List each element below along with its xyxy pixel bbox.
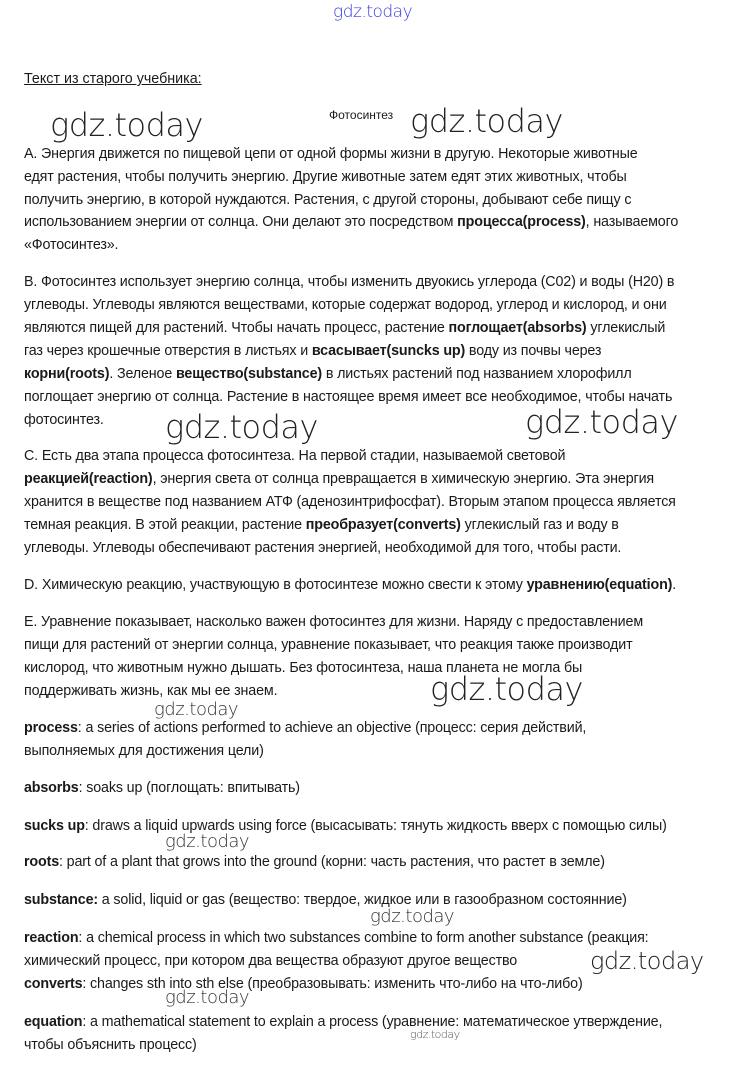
bold-term: equation — [24, 1014, 83, 1030]
bold-term: converts — [24, 976, 83, 992]
bold-term: reaction — [24, 930, 79, 946]
text-segment: чтобы объяснить процесс) — [24, 1037, 197, 1053]
text-segment: кислород, что животным нужно дышать. Без фотосинтеза, наша планета не могла бы — [24, 660, 583, 676]
text-line — [24, 719, 586, 737]
bold-term: процесса(process) — [457, 214, 586, 230]
text-line — [24, 576, 676, 594]
text-segment: B. Фотосинтез использует энергию солнца, чтобы изменить двуокись углерода (С02) и воды (Н20) в — [24, 274, 675, 290]
text-line — [24, 191, 631, 209]
text-line — [24, 682, 277, 700]
text-line — [24, 613, 643, 631]
bold-term: sucks up — [24, 818, 85, 834]
document-title: Текст из старого учебника: — [24, 71, 202, 87]
text-segment: выполняемых для достижения цели) — [24, 743, 264, 759]
watermark: gdz.today — [165, 408, 318, 446]
text-line — [24, 342, 601, 360]
section-heading: Фотосинтез — [329, 108, 394, 122]
text-segment: использованием энергии от солнца. Они делают это посредством — [24, 214, 458, 230]
bold-term: уравнению(equation) — [526, 577, 673, 593]
text-line — [24, 891, 627, 909]
bold-term: вещество(substance) — [175, 366, 323, 382]
text-line — [24, 952, 517, 970]
watermark: gdz.today — [410, 102, 563, 140]
text-segment: : changes sth into sth else (преобразовывать: изменить что-либо на что-либо) — [82, 976, 583, 992]
text-line — [24, 929, 648, 947]
text-segment: : a mathematical statement to explain a process (уравнение: математическое утверждение, — [82, 1014, 663, 1030]
text-line — [24, 236, 118, 254]
watermark: gdz.today — [165, 831, 250, 852]
text-segment: углеводы. Углеводы обеспечивают растения энергией, необходимой для того, чтобы расти. — [24, 540, 622, 556]
text-segment: D. Химическую реакцию, участвующую в фотосинтезе можно свести к этому — [24, 577, 527, 593]
bold-term: преобразует(converts) — [305, 517, 461, 533]
text-segment: , называемого — [585, 214, 679, 230]
text-line — [24, 516, 619, 534]
text-segment: в листьях растений под названием хлорофилл — [322, 366, 632, 382]
text-segment: углекислый — [586, 320, 666, 336]
text-segment: А. Энергия движется по пищевой цепи от одной формы жизни в другую. Некоторые животные — [24, 146, 638, 162]
text-line — [24, 213, 678, 231]
text-segment: пищи для растений от энергии солнца, уравнение показывает, что реакция также производит — [24, 637, 633, 653]
text-segment: являются пищей для растений. Чтобы начать процесс, растение — [24, 320, 449, 336]
text-segment: темная реакция. В этой реакции, растение — [24, 517, 306, 533]
text-segment: . — [672, 577, 677, 593]
text-segment: получить энергию, в которой нуждаются. Растения, с другой стороны, добывают себе пищу с — [24, 192, 632, 208]
text-segment: едят растения, чтобы получить энергию. Другие животные затем едят этих животных, чтобы — [24, 169, 627, 185]
text-line — [24, 493, 676, 511]
watermark: gdz.today — [590, 947, 704, 975]
watermark: gdz.today — [370, 906, 455, 927]
text-segment: E. Уравнение показывает, насколько важен фотосинтез для жизни. Наряду с предоставлением — [24, 614, 643, 630]
text-line — [24, 470, 654, 488]
text-segment: воду из почвы через — [465, 343, 602, 359]
text-segment: : a chemical process in which two substances combine to form another substance (реакция: — [78, 930, 649, 946]
text-line — [24, 1036, 197, 1054]
text-segment: , энергия света от солнца превращается в химическую энергию. Эта энергия — [152, 471, 655, 487]
text-line — [24, 853, 605, 871]
text-line — [24, 168, 627, 186]
bold-term: absorbs — [24, 780, 79, 796]
text-segment: углекислый газ и воду в — [460, 517, 619, 533]
text-segment: C. Есть два этапа процесса фотосинтеза. На первой стадии, называемой световой — [24, 448, 566, 464]
text-segment: : draws a liquid upwards using force (высасывать: тянуть жидкость вверх с помощью силы) — [84, 818, 667, 834]
text-line — [24, 365, 632, 383]
watermark: gdz.today — [525, 403, 678, 441]
text-segment: : a series of actions performed to achieve an objective (процесс: серия действий, — [77, 720, 587, 736]
watermark: gdz.today — [165, 987, 250, 1008]
text-segment: : part of a plant that grows into the ground (корни: часть растения, что растет в земле) — [59, 854, 605, 870]
bold-term: substance: — [24, 892, 98, 908]
bold-term: реакцией(reaction) — [24, 471, 153, 487]
bold-term: поглощает(absorbs) — [448, 320, 587, 336]
text-line — [24, 411, 104, 429]
bold-term: roots — [24, 854, 59, 870]
text-line — [24, 145, 638, 163]
text-line — [24, 779, 300, 797]
text-line — [24, 273, 674, 291]
text-line — [24, 1013, 662, 1031]
text-line — [24, 975, 583, 993]
text-line — [24, 817, 667, 835]
text-segment: поглощает энергию от солнца. Растение в настоящее время имеет все необходимое, чтобы начать — [24, 389, 673, 405]
bold-term: process — [24, 720, 78, 736]
text-segment: : soaks up (поглощать: впитывать) — [78, 780, 300, 796]
text-segment: химический процесс, при котором два вещества образуют другое вещество — [24, 953, 518, 969]
text-segment: углеводы. Углеводы являются веществами, которые содержат водород, углерод и кислород, и они — [24, 297, 667, 313]
text-segment: фотосинтез. — [24, 412, 104, 428]
text-line — [24, 636, 632, 654]
text-line — [24, 742, 264, 760]
text-segment: поддерживать жизнь, как мы ее знаем. — [24, 683, 278, 699]
watermark: gdz.today — [154, 699, 239, 720]
text-line — [24, 539, 621, 557]
watermark: gdz.today — [430, 670, 583, 708]
watermark-top: gdz.today — [333, 2, 413, 22]
text-segment: «Фотосинтез». — [24, 237, 119, 253]
text-line — [24, 447, 565, 465]
text-line — [24, 296, 667, 314]
text-segment: a solid, liquid or gas (вещество: твердое, жидкое или в газообразном состоянние) — [97, 892, 627, 908]
text-segment: хранится в веществе под названием АТФ (аденозинтрифосфат). Вторым этапом процесса является — [24, 494, 676, 510]
bold-term: всасывает(suncks up) — [311, 343, 466, 359]
watermark: gdz.today — [410, 1028, 460, 1041]
text-segment: . Зеленое — [109, 366, 176, 382]
text-segment: газ через крошечные отверстия в листьях и — [24, 343, 312, 359]
bold-term: корни(roots) — [24, 366, 110, 382]
watermark: gdz.today — [50, 106, 203, 144]
text-line — [24, 319, 665, 337]
